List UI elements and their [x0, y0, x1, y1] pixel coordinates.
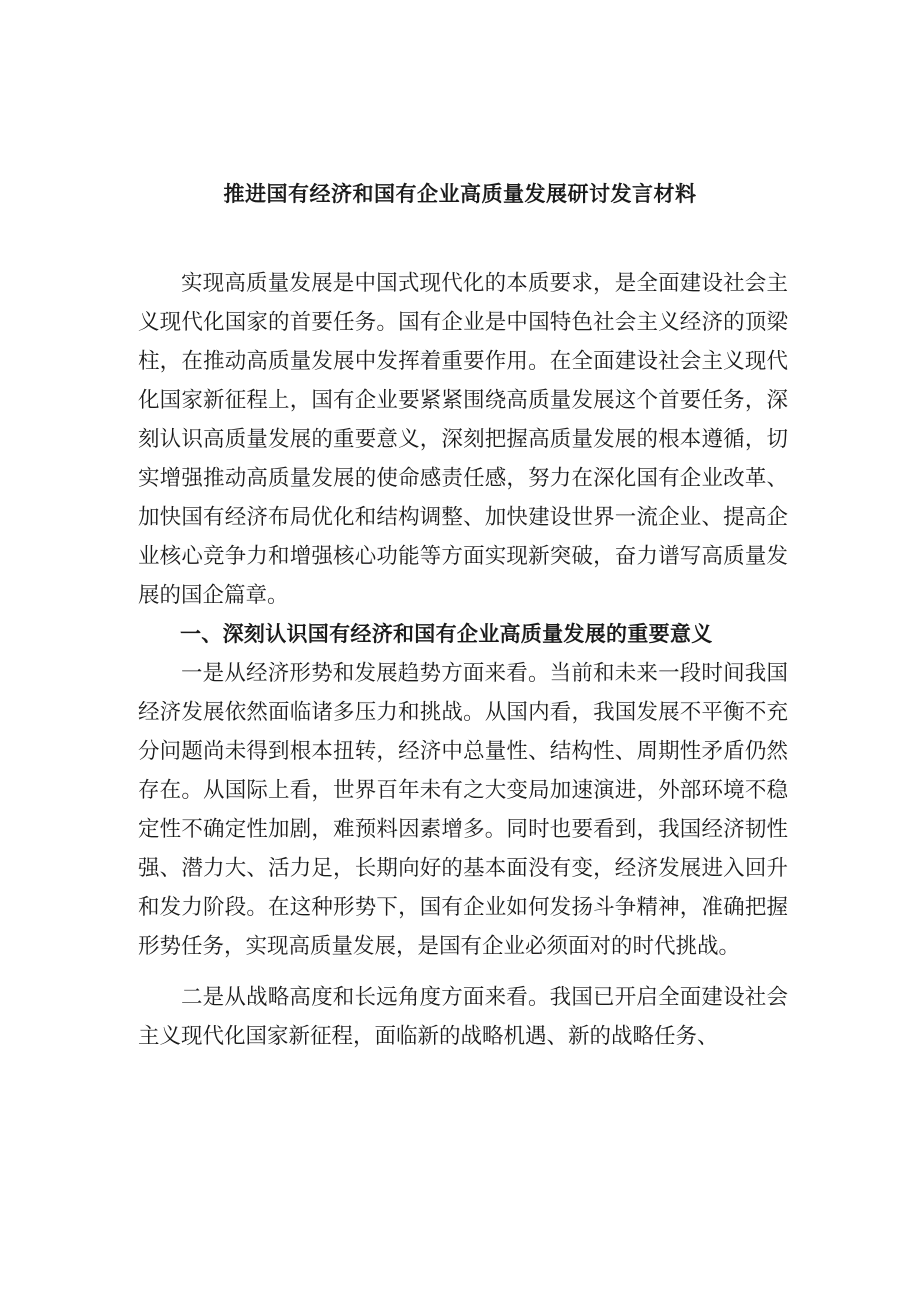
- section-heading-1: 一、深刻认识国有经济和国有企业高质量发展的重要意义: [180, 622, 713, 646]
- document-title: 推进国有经济和国有企业高质量发展研讨发言材料: [223, 182, 697, 206]
- paragraph-intro: 实现高质量发展是中国式现代化的本质要求，是全面建设社会主义现代化国家的首要任务。国有企业是中国特色社会主义经济的顶梁柱，在推动高质量发展中发挥着重要作用。在全面建设社会主义现代化国家新征程上，国有企业要紧紧围绕高质量发展这个首要任务，深刻认识高质量发展的重要意义，深刻把握高质量发展的根本遵循，切实增强推动高质量发展的使命感责任感，努力在深化国有企业改革、加快国有经济布局优化和结构调整、加快建设世界一流企业、提高企业核心竞争力和增强核心功能等方面实现新突破，奋力谱写高质量发展的国企篇章。: [138, 271, 788, 608]
- paragraph-point-2: 二是从战略高度和长远角度方面来看。我国已开启全面建设社会主义现代化国家新征程，面临新的战略机遇、新的战略任务、: [138, 985, 788, 1049]
- paragraph-point-1: 一是从经济形势和发展趋势方面来看。当前和未来一段时间我国经济发展依然面临诸多压力和挑战。从国内看，我国发展不平衡不充分问题尚未得到根本扭转，经济中总量性、结构性、周期性矛盾仍然存在。从国际上看，世界百年未有之大变局加速演进，外部环境不稳定性不确定性加剧，难预料因素增多。同时也要看到，我国经济韧性强、潜力大、活力足，长期向好的基本面没有变，经济发展进入回升和发力阶段。在这种形势下，国有企业如何发扬斗争精神，准确把握形势任务，实现高质量发展，是国有企业必须面对的时代挑战。: [138, 661, 788, 959]
- document-body: [138, 264, 788, 1056]
